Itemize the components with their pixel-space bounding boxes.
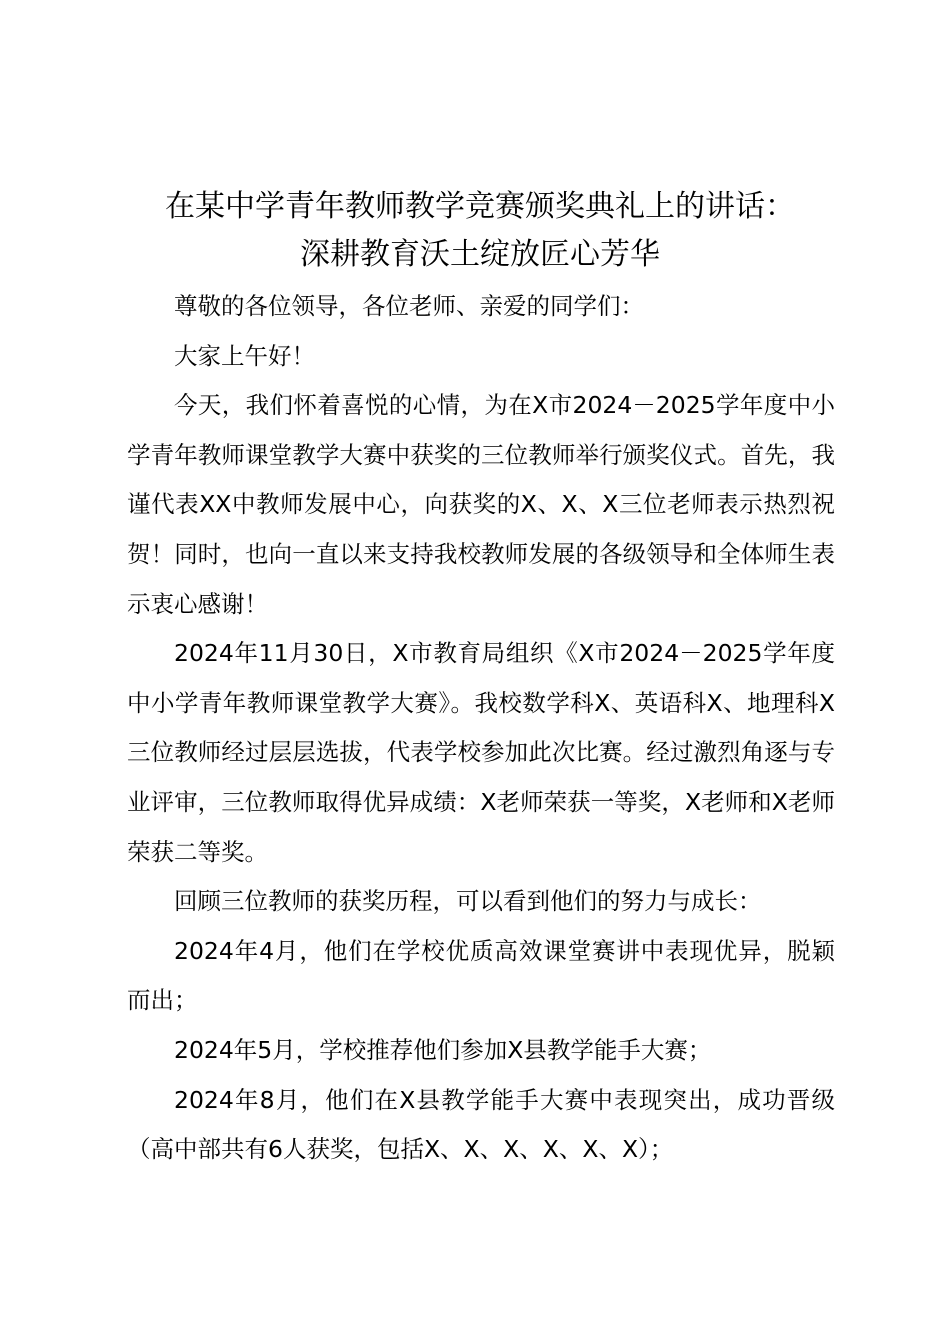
salutation-paragraph: 尊敬的各位领导，各位老师、亲爱的同学们： [174, 292, 644, 320]
greeting-paragraph: 大家上午好！ [174, 341, 315, 370]
timeline-paragraph: 2024年4月，他们在学校优质高效课堂赛讲中表现优异，脱颖而出； [127, 936, 835, 1015]
timeline-paragraph: 2024年5月，学校推荐他们参加X县教学能手大赛； [174, 1035, 712, 1064]
body-paragraph: 今天，我们怀着喜悦的心情，为在X市2024－2025学年度中小学青年教师课堂教学大赛中获奖的三位教师举行颁奖仪式。首先，我谨代表XX中教师发展中心，向获奖的X、X、X三位老师表示热烈祝贺！同时，也向一直以来支持我校教师发展的各级领导和全体师生表示衷心感谢！ [127, 391, 835, 618]
body-paragraph: 回顾三位教师的获奖历程，可以看到他们的努力与成长： [174, 887, 762, 916]
document-body [127, 282, 835, 1175]
title-line-1: 在某中学青年教师教学竞赛颁奖典礼上的讲话： [165, 189, 795, 224]
title-line-2: 深耕教育沃土绽放匠心芳华 [300, 237, 660, 272]
document-title [100, 183, 860, 279]
timeline-paragraph: 2024年8月，他们在X县教学能手大赛中表现突出，成功晋级（高中部共有6人获奖，包括X、X、X、X、X、X）； [127, 1085, 835, 1164]
body-paragraph: 2024年11月30日，X市教育局组织《X市2024－2025学年度中小学青年教师课堂教学大赛》。我校数学科X、英语科X、地理科X三位教师经过层层选拔，代表学校参加此次比赛。经过激烈角逐与专业评审，三位教师取得优异成绩：X老师荣获一等奖，X老师和X老师荣获二等奖。 [127, 639, 835, 866]
